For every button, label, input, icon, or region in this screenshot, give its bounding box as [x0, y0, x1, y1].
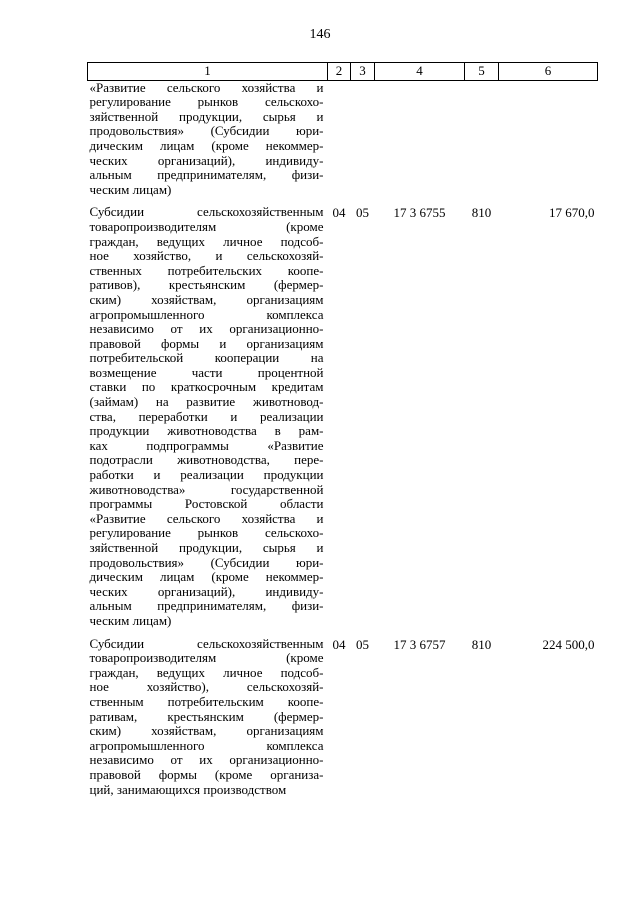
description-line: «Развитие сельского хозяйства и [89, 79, 324, 95]
description-line: зяйственной продукции, сырья и [89, 108, 324, 124]
description-line: правовой формы (кроме организа- [89, 766, 324, 782]
description-line: правовой формы и организациям [89, 335, 324, 351]
description-line: ческим лицам) [89, 612, 172, 628]
table-row [88, 80, 598, 205]
description-line: программы Ростовской области [89, 496, 324, 512]
description-line: независимо от их организационно- [89, 752, 324, 768]
row-subsection-code [351, 80, 375, 205]
description-line: ное хозяйство, и сельскохозяй- [89, 248, 324, 264]
description-line: дическим лицам (кроме некоммер- [89, 569, 324, 585]
description-line: граждан, ведущих личное подсоб- [89, 664, 324, 680]
description-line: регулирование рынков сельскохо- [89, 525, 324, 541]
description-line: продовольствия» (Субсидии юри- [89, 554, 324, 570]
description-line: ций, занимающихся производством [89, 781, 287, 797]
description-line: ческих организаций), индивиду- [89, 152, 324, 168]
description-line: ским) хозяйствам, организациям [89, 291, 324, 307]
description-line: граждан, ведущих личное подсоб- [89, 233, 324, 249]
description-line: Субсидии сельскохозяйственным [89, 204, 324, 220]
row-target-article: 17 3 6755 [393, 205, 446, 221]
row-description [88, 205, 328, 636]
description-line: товаропроизводителям (кроме [89, 650, 324, 666]
description-line: работки и реализации продукции [89, 467, 324, 483]
description-line: независимо от их организационно- [89, 321, 324, 337]
description-line: дическим лицам (кроме некоммер- [89, 137, 324, 153]
header-col-4: 4 [375, 63, 465, 81]
description-line: (займам) на развитие животновод- [89, 394, 324, 410]
table-body [88, 80, 598, 805]
header-col-1: 1 [88, 63, 328, 81]
row-expense-type: 810 [471, 205, 492, 221]
table-row [88, 205, 598, 636]
description-line: товаропроизводителям (кроме [89, 218, 324, 234]
row-section-code: 04 [332, 205, 346, 221]
description-line: альным предпринимателям, физи- [89, 167, 324, 183]
description-line: агропромышленного комплекса [89, 737, 324, 753]
header-col-2: 2 [328, 63, 351, 81]
description-line: ческим лицам) [89, 181, 172, 197]
description-line: «Развитие сельского хозяйства и [89, 510, 324, 526]
description-line: ства, переработки и реализации [89, 408, 324, 424]
row-target-article [375, 80, 465, 205]
description-line: альным предпринимателям, физи- [89, 598, 324, 614]
description-line: ческих организаций), индивиду- [89, 583, 324, 599]
table-header-row [88, 63, 598, 81]
description-line: ственным потребительским коопе- [89, 693, 324, 709]
row-description [88, 80, 328, 205]
description-line: ративам, крестьянским (фермер- [89, 708, 324, 724]
budget-table [87, 62, 598, 805]
row-section-code: 04 [332, 636, 346, 652]
row-amount: 224 500,0 [542, 636, 595, 652]
header-col-3: 3 [351, 63, 375, 81]
table-row [88, 637, 598, 806]
description-line: зяйственной продукции, сырья и [89, 540, 324, 555]
page-number: 146 [309, 27, 331, 42]
description-line: регулирование рынков сельскохо- [89, 94, 324, 110]
description-line: ственных потребительских коопе- [89, 262, 324, 278]
row-subsection-code: 05 [356, 636, 369, 652]
description-line: ках подпрограммы «Развитие [89, 437, 324, 453]
row-amount: 17 670,0 [549, 205, 595, 221]
description-line: животноводства» государственной [89, 481, 324, 497]
row-amount [499, 80, 598, 205]
description-line: продукции животноводства в рам- [89, 423, 324, 439]
header-col-5: 5 [465, 63, 499, 81]
description-line: ставки по краткосрочным кредитам [89, 379, 324, 395]
description-line: Субсидии сельскохозяйственным [89, 635, 324, 651]
row-expense-type: 810 [471, 636, 492, 652]
description-line: ским) хозяйствам, организациям [89, 723, 324, 739]
row-expense-type [465, 80, 499, 205]
header-col-6: 6 [499, 63, 598, 81]
description-line: ративов), крестьянским (фермер- [89, 277, 324, 293]
row-target-article: 17 3 6757 [393, 636, 446, 652]
description-line: продовольствия» (Субсидии юри- [89, 123, 324, 139]
row-subsection-code: 05 [356, 205, 369, 221]
description-line: агропромышленного комплекса [89, 306, 324, 322]
row-section-code [328, 80, 351, 205]
description-line: возмещение части процентной [89, 364, 324, 380]
description-line: потребительской кооперации на [89, 350, 324, 366]
row-description [88, 637, 328, 806]
description-line: подотрасли животноводства, пере- [89, 452, 324, 468]
description-line: ное хозяйство), сельскохозяй- [89, 679, 324, 695]
